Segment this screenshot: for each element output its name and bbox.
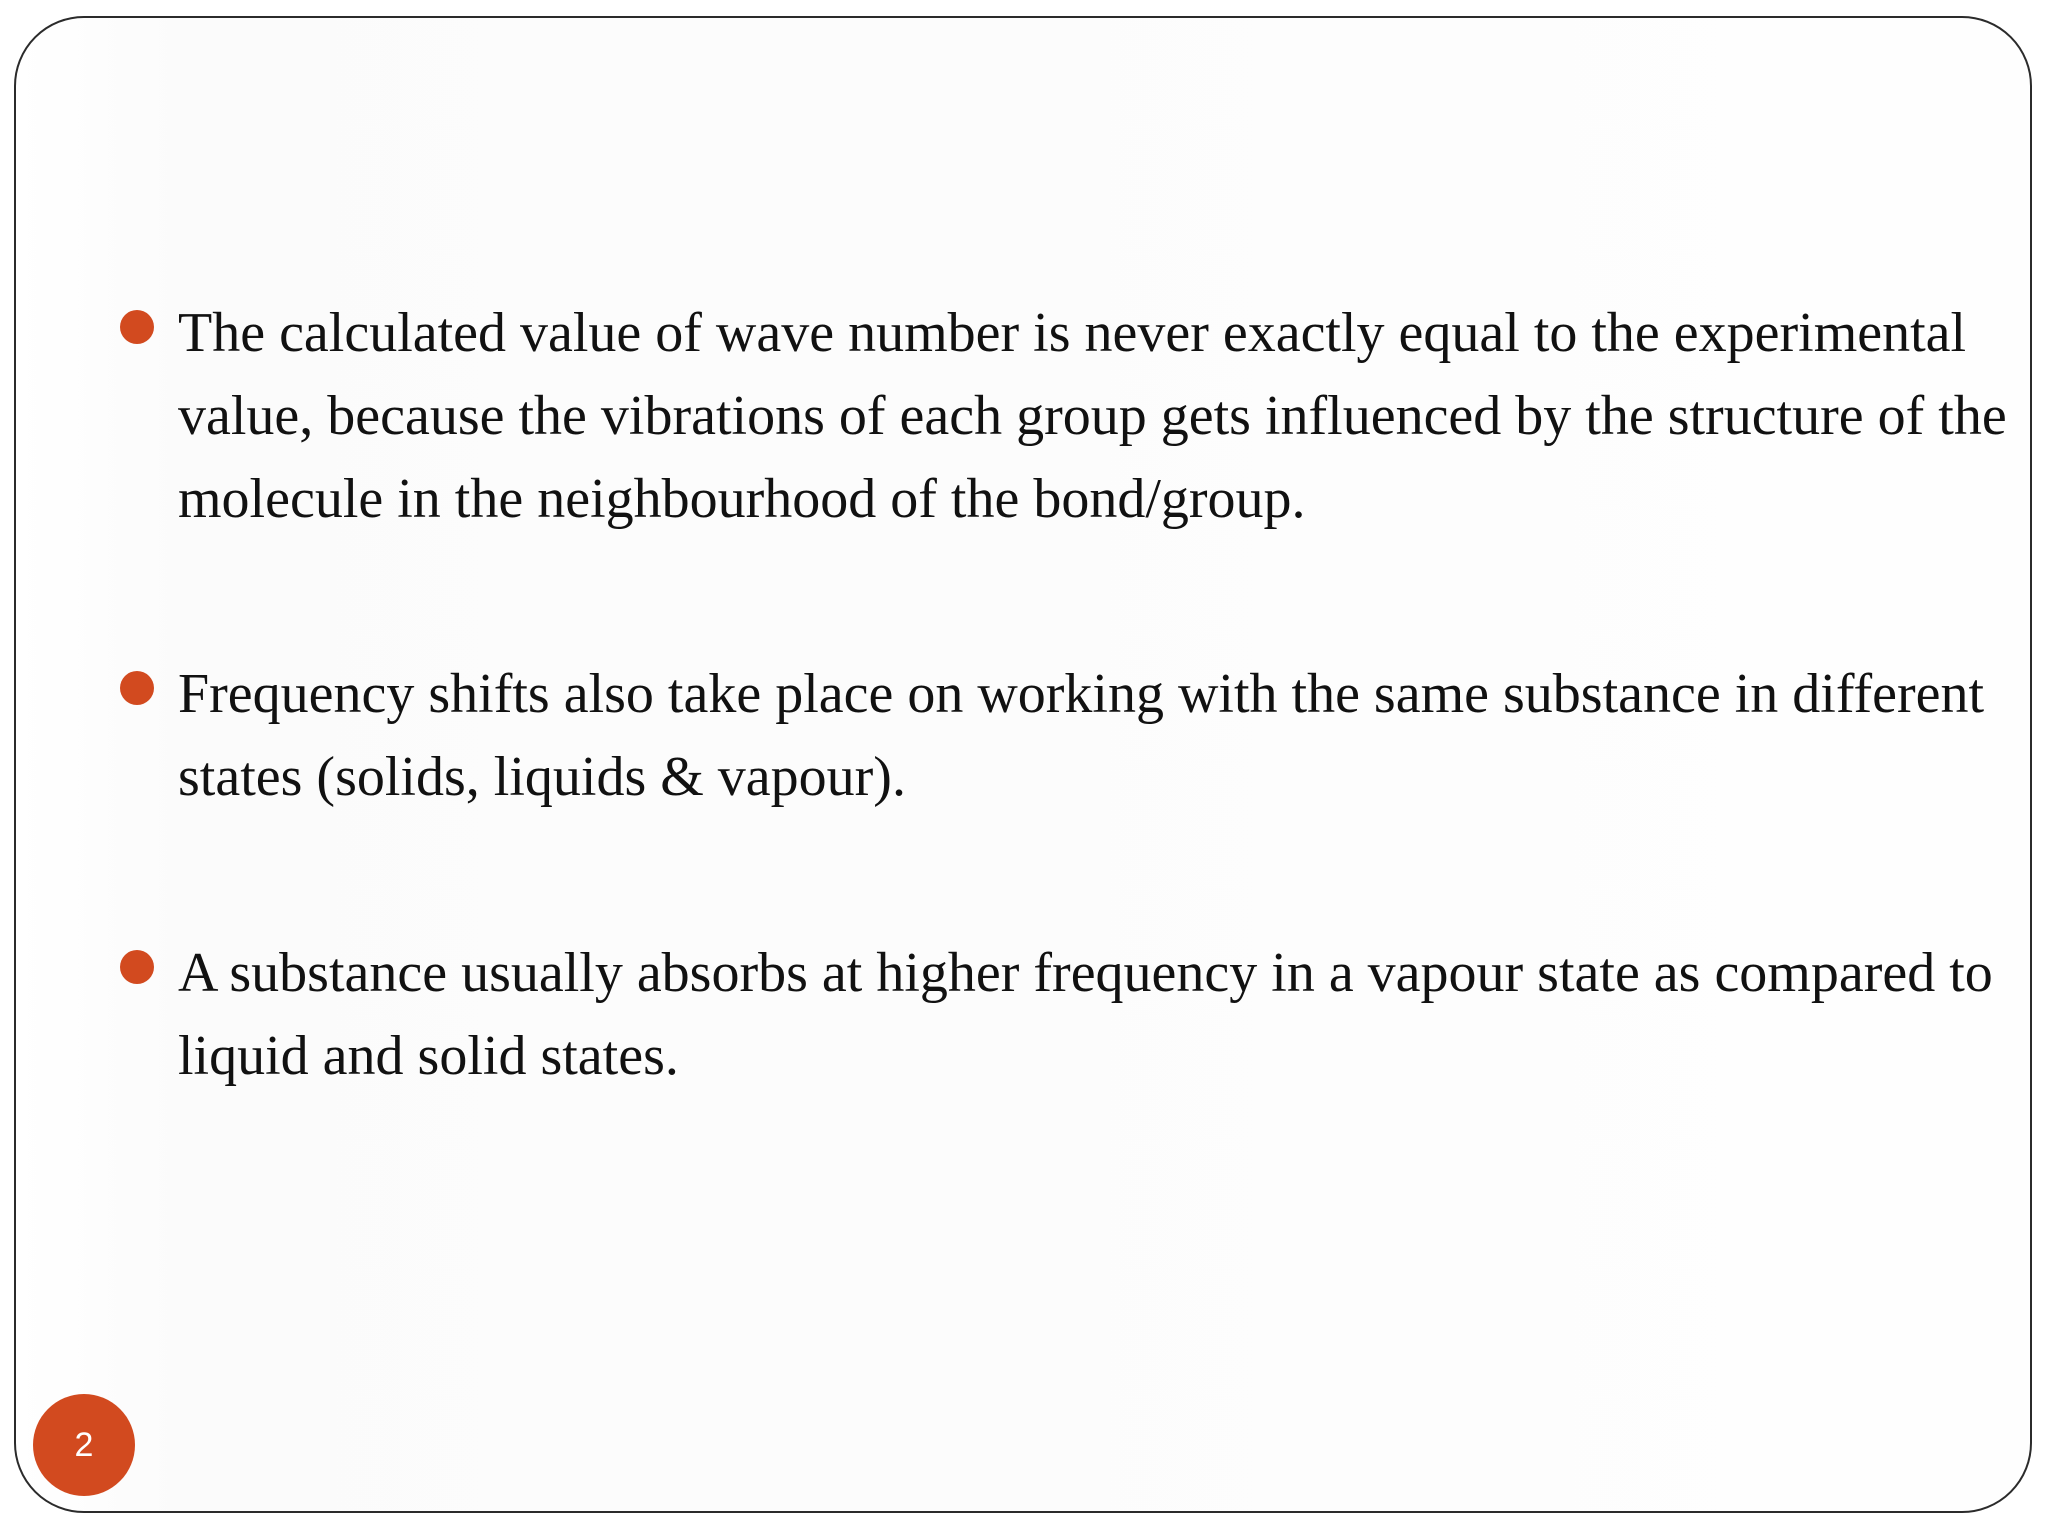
bullet-text: The calculated value of wave number is never exactly equal to the experimental value, because the vibrations of each group gets influenced by the structure of the molecule in the neighbourhood of the bond/group. (178, 302, 2007, 530)
bullet-item (112, 932, 2012, 1098)
bullet-list (112, 292, 2012, 1098)
slide-number-badge: 2 (33, 1394, 135, 1496)
bullet-dot-icon (120, 671, 154, 705)
bullet-dot-icon (120, 310, 154, 344)
bullet-item (112, 292, 2012, 541)
bullet-item (112, 653, 2012, 819)
bullet-text: Frequency shifts also take place on working with the same substance in different states (solids, liquids & vapour). (178, 663, 1985, 808)
bullet-text: A substance usually absorbs at higher frequency in a vapour state as compared to liquid and solid states. (178, 942, 1993, 1087)
bullet-dot-icon (120, 950, 154, 984)
